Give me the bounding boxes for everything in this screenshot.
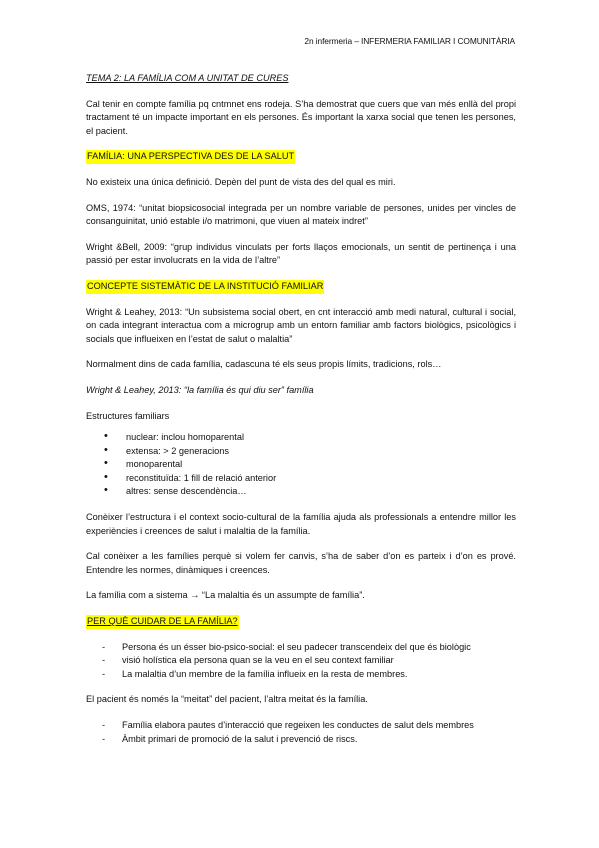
why-care-list <box>86 641 516 682</box>
paragraph: No existeix una única definició. Depèn del punt de vista des del qual es miri. <box>86 176 396 187</box>
paragraph: Cal conèixer a les famílies perquè si volem fer canvis, s’ha de saber d’on es parteix i d’on es prové. Entendre les normes, dinàmiques i creences. <box>86 551 516 575</box>
paragraph: OMS, 1974: “unitat biopsicosocial integrada per un nombre variable de persones, unides per vincles de consanguinitat, unió estable i/o matrimoni, que viuen al mateix indret” <box>86 202 516 227</box>
list-item: - visió holística ela persona quan se la veu en el seu context familiar <box>122 654 516 668</box>
family-list <box>86 719 516 746</box>
paragraph: El pacient és només la “meitat” del pacient, l’altra meitat és la família. <box>86 694 368 705</box>
list-item: - Àmbit primari de promoció de la salut i prevenció de riscs. <box>122 733 516 747</box>
list-item: • monoparental <box>126 458 516 472</box>
section-heading-1-wrap <box>86 150 516 164</box>
section-heading-2-wrap <box>86 280 516 294</box>
list-item: • reconstituïda: 1 fill de relació anterior <box>126 472 516 486</box>
list-item: - Família elabora pautes d’interacció que regeixen les conductes de salut dels membres <box>122 719 516 733</box>
section-heading-family-health: FAMÍLIA: UNA PERSPECTIVA DES DE LA SALUT <box>86 150 295 164</box>
section-heading-systemic-concept: CONCEPTE SISTEMÀTIC DE LA INSTITUCIÓ FAMILIAR <box>86 280 324 294</box>
list-item: • altres: sense descendència… <box>126 485 516 499</box>
paragraph: Wright & Leahey, 2013: “Un subsistema social obert, en cnt interacció amb medi natural, cultural i social, on cada integrant interactua com a microgrup amb un entorn familiar amb factors biològics, psicològics i socials que influeixen en l’estat de salut o malaltia” <box>86 306 516 344</box>
section-heading-why-care: PER QUÈ CUIDAR DE LA FAMÍLIA? <box>86 615 239 629</box>
paragraph: La família com a sistema → “La malaltia és un assumpte de família”. <box>86 590 365 601</box>
structures-list <box>86 431 516 499</box>
list-item: - La malaltia d’un membre de la família influeix en la resta de membres. <box>122 668 516 682</box>
paragraph-italic: Wright & Leahey, 2013: “la família és qui diu ser” família <box>86 384 314 395</box>
list-item: • extensa: > 2 generacions <box>126 445 516 459</box>
paragraph: Wright &Bell, 2009: “grup individus vinculats per forts llaços emocionals, un sentit de pertinença i una passió per estar involucrats en la vida de l’altre” <box>86 241 516 266</box>
document-body <box>86 72 516 758</box>
document-title: TEMA 2: LA FAMÍLIA COM A UNITAT DE CURES <box>86 73 289 83</box>
page-header: 2n infermeria – INFERMERIA FAMILIAR I COMUNITÀRIA <box>304 36 515 46</box>
list-item: • nuclear: inclou homoparental <box>126 431 516 445</box>
intro-paragraph: Cal tenir en compte família pq cntmnet ens rodeja. S’ha demostrat que cuers que van més enllà del propi tractament té un impacte important en els persones. És important la xarxa social que tenen les persones, el pacient. <box>86 98 516 136</box>
paragraph: Conèixer l’estructura i el context socio-cultural de la família ajuda als professionals a entendre millor les experiències i creences de salut i malaltia de la família. <box>86 512 516 536</box>
section-heading-3-wrap <box>86 615 516 629</box>
list-item: - Persona és un ésser bio-psico-social: el seu padecer transcendeix del que és biològic <box>122 641 516 655</box>
structures-label: Estructures familiars <box>86 410 170 421</box>
paragraph: Normalment dins de cada família, cadascuna té els seus propis límits, tradicions, rols… <box>86 359 442 370</box>
